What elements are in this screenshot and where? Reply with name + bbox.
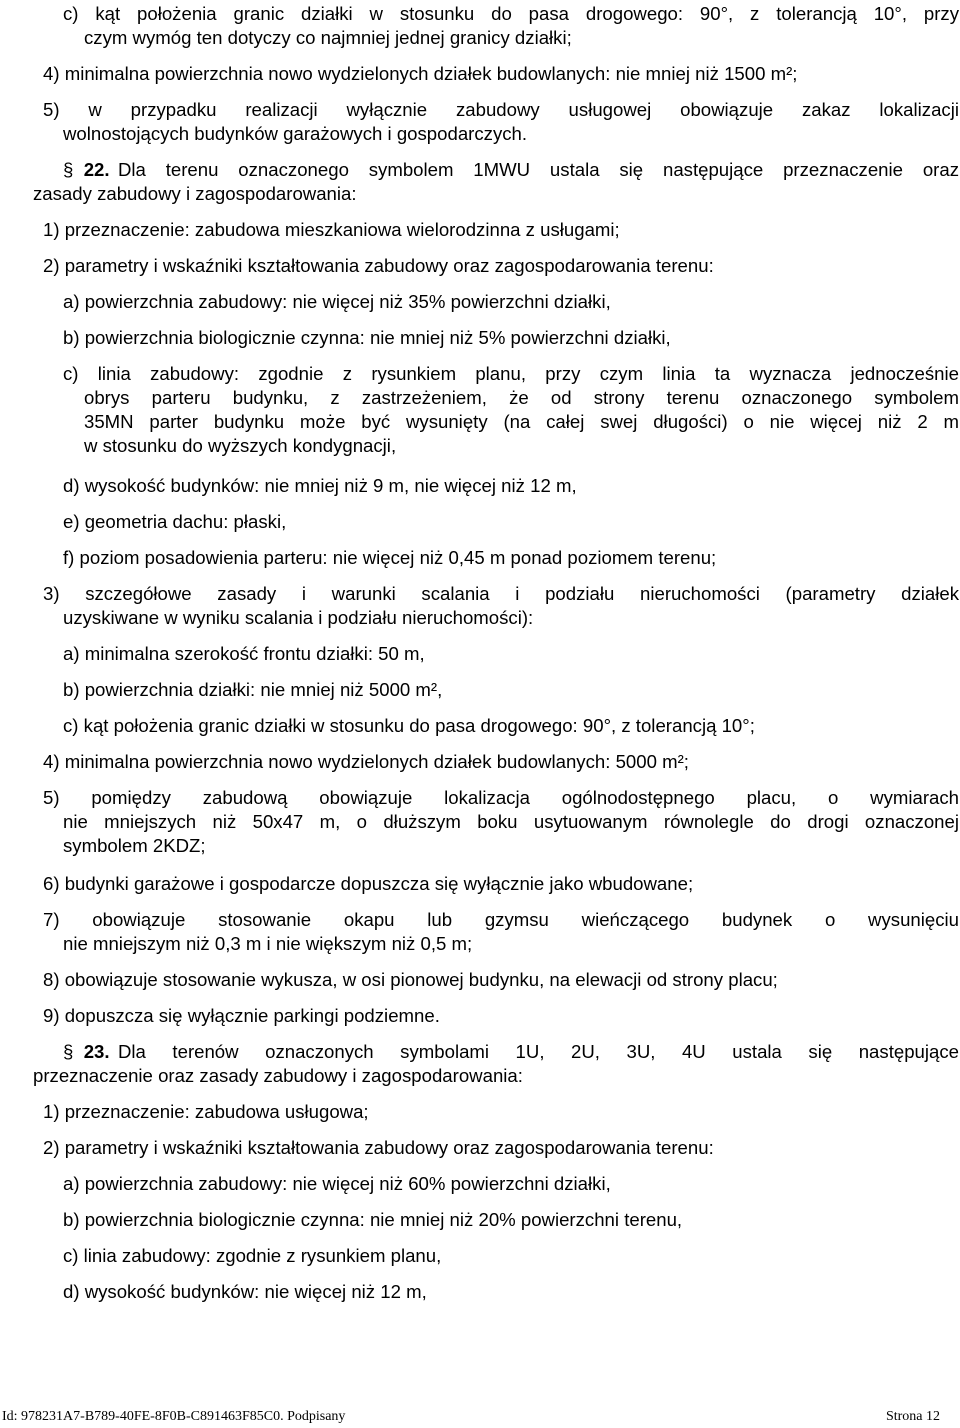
sub-item: c) linia zabudowy: zgodnie z rysunkiem planu, xyxy=(63,1245,442,1266)
list-item: 9) dopuszcza się wyłącznie parkingi podziemne. xyxy=(43,1005,440,1026)
list-item-continuation: nie mniejszym niż 0,3 m i nie większym niż 0,5 m; xyxy=(63,933,473,954)
sub-item: c) linia zabudowy: zgodnie z rysunkiem planu, przy czym linia ta wyznacza jednocześnie xyxy=(63,363,959,384)
sub-item-continuation: w stosunku do wyższych kondygnacji, xyxy=(84,435,397,456)
sub-item: a) powierzchnia zabudowy: nie więcej niż 35% powierzchni działki, xyxy=(63,291,611,312)
sub-item: e) geometria dachu: płaski, xyxy=(63,511,287,532)
sub-item: c) kąt położenia granic działki w stosunku do pasa drogowego: 90°, z tolerancją 10°; xyxy=(63,715,755,736)
paragraph-line: czym wymóg ten dotyczy co najmniej jednej granicy działki; xyxy=(84,27,572,48)
section-22-heading xyxy=(63,158,110,182)
sub-item: b) powierzchnia biologicznie czynna: nie mniej niż 20% powierzchni terenu, xyxy=(63,1209,683,1230)
list-item-continuation: symbolem 2KDZ; xyxy=(63,835,206,856)
list-item: 7) obowiązuje stosowanie okapu lub gzymsu wieńczącego budynek o wysunięciu xyxy=(43,909,959,930)
sub-item: f) poziom posadowienia parteru: nie więcej niż 0,45 m ponad poziomem terenu; xyxy=(63,547,717,568)
sub-item: a) powierzchnia zabudowy: nie więcej niż 60% powierzchni działki, xyxy=(63,1173,611,1194)
list-item: 8) obowiązuje stosowanie wykusza, w osi pionowej budynku, na elewacji od strony placu; xyxy=(43,969,778,990)
sub-item-continuation: 35MN parter budynku może być wysunięty (na całej swej długości) o nie więcej niż 2 m xyxy=(84,411,959,432)
list-item-continuation: nie mniejszych niż 50x47 m, o dłuższym boku usytuowanym równolegle do drogi oznaczonej xyxy=(63,811,959,832)
section-22-intro: Dla terenu oznaczonego symbolem 1MWU ustala się następujące przeznaczenie oraz xyxy=(118,159,959,180)
list-item: 4) minimalna powierzchnia nowo wydzielonych działek budowlanych: nie mniej niż 1500 m²; xyxy=(43,63,798,84)
list-item: 2) parametry i wskaźniki kształtowania zabudowy oraz zagospodarowania terenu: xyxy=(43,1137,714,1158)
list-item: 3) szczegółowe zasady i warunki scalania i podziału nieruchomości (parametry działek xyxy=(43,583,959,604)
sub-item: d) wysokość budynków: nie więcej niż 12 m, xyxy=(63,1281,427,1302)
list-item-continuation: uzyskiwane w wyniku scalania i podziału nieruchomości): xyxy=(63,607,534,628)
list-item: 1) przeznaczenie: zabudowa mieszkaniowa wielorodzinna z usługami; xyxy=(43,219,620,240)
sub-item: d) wysokość budynków: nie mniej niż 9 m, nie więcej niż 12 m, xyxy=(63,475,577,496)
document-id: Id: 978231A7-B789-40FE-8F0B-C891463F85C0. Podpisany xyxy=(2,1409,346,1424)
section-23-intro-cont: przeznaczenie oraz zasady zabudowy i zagospodarowania: xyxy=(33,1065,523,1086)
page-number: Strona 12 xyxy=(885,1409,940,1424)
paragraph-line: c) kąt położenia granic działki w stosunku do pasa drogowego: 90°, z tolerancją 10°, przy xyxy=(63,3,959,24)
list-item: 1) przeznaczenie: zabudowa usługowa; xyxy=(43,1101,369,1122)
sub-item: a) minimalna szerokość frontu działki: 50 m, xyxy=(63,643,425,664)
section-number: 23. xyxy=(83,1041,110,1062)
list-item: 4) minimalna powierzchnia nowo wydzielonych działek budowlanych: 5000 m²; xyxy=(43,751,689,772)
list-item: 6) budynki garażowe i gospodarcze dopuszcza się wyłącznie jako wbudowane; xyxy=(43,873,694,894)
section-mark: § xyxy=(63,159,74,180)
list-item: 5) pomiędzy zabudową obowiązuje lokalizacja ogólnodostępnego placu, o wymiarach xyxy=(43,787,959,808)
list-item: 2) parametry i wskaźniki kształtowania zabudowy oraz zagospodarowania terenu: xyxy=(43,255,714,276)
section-number: 22. xyxy=(83,159,110,180)
sub-item-continuation: obrys parteru budynku, z zastrzeżeniem, że od strony terenu oznaczonego symbolem xyxy=(84,387,959,408)
section-22-intro-cont: zasady zabudowy i zagospodarowania: xyxy=(33,183,357,204)
list-item-continuation: wolnostojących budynków garażowych i gospodarczych. xyxy=(63,123,528,144)
sub-item: b) powierzchnia działki: nie mniej niż 5000 m², xyxy=(63,679,443,700)
section-23-intro: Dla terenów oznaczonych symbolami 1U, 2U, 3U, 4U ustala się następujące xyxy=(118,1041,959,1062)
list-item: 5) w przypadku realizacji wyłącznie zabudowy usługowej obowiązuje zakaz lokalizacji xyxy=(43,99,959,120)
sub-item: b) powierzchnia biologicznie czynna: nie mniej niż 5% powierzchni działki, xyxy=(63,327,671,348)
section-23-heading xyxy=(63,1040,110,1064)
section-mark: § xyxy=(63,1041,74,1062)
